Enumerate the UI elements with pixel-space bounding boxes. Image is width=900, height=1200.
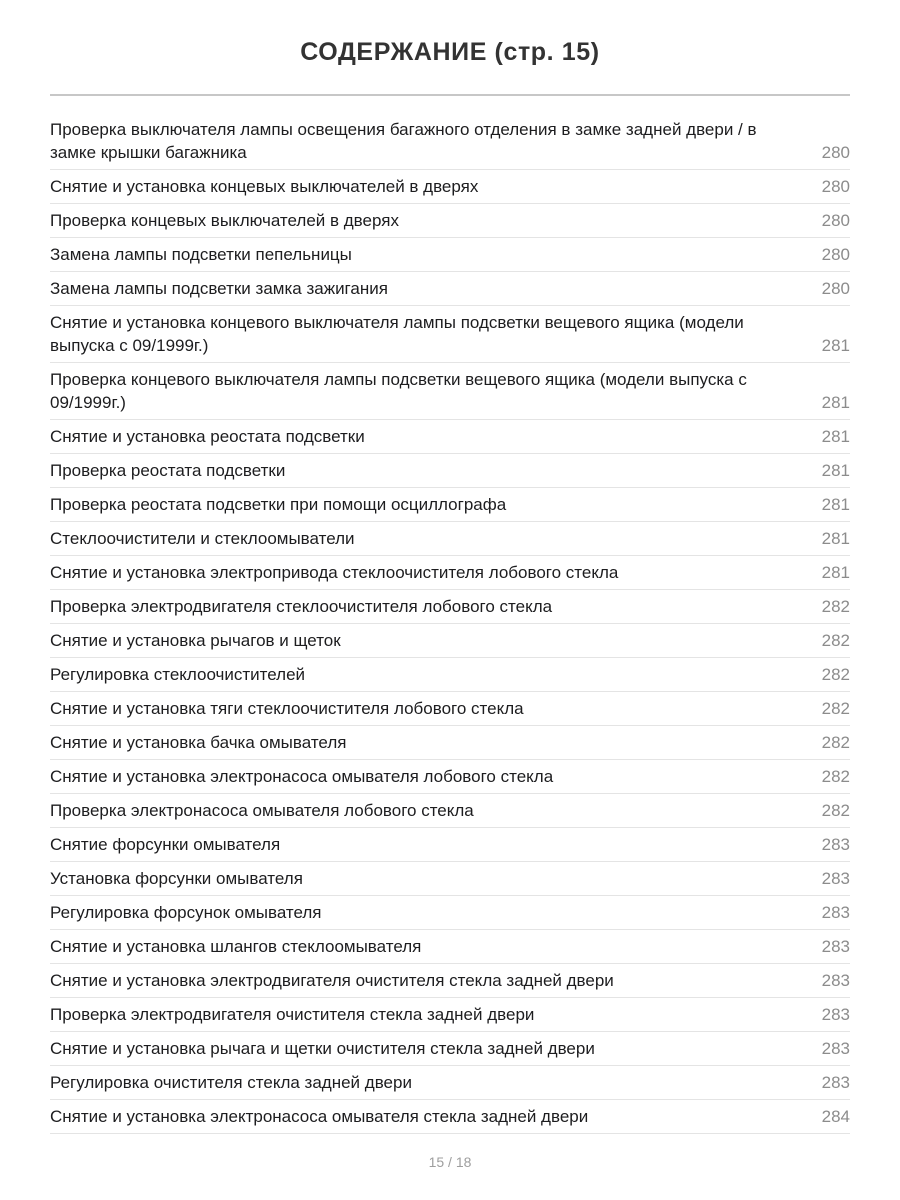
toc-entry-title: Снятие и установка тяги стеклоочистителя лобового стекла — [50, 699, 524, 718]
toc-entry-title: Проверка концевых выключателей в дверях — [50, 211, 399, 230]
toc-row — [50, 454, 850, 488]
toc-entry-page: 283 — [821, 1005, 850, 1024]
toc-row — [50, 306, 850, 363]
toc-entry-title: Проверка реостата подсветки — [50, 461, 286, 480]
toc-entry-title: Снятие и установка концевых выключателей в дверях — [50, 177, 479, 196]
toc-entry-title: Замена лампы подсветки пепельницы — [50, 245, 352, 264]
toc-row — [50, 862, 850, 896]
toc-entry-title: Снятие и установка электронасоса омывателя лобового стекла — [50, 767, 554, 786]
toc-entry-page: 280 — [821, 245, 850, 264]
toc-row — [50, 272, 850, 306]
toc-row — [50, 658, 850, 692]
toc-entry-page: 282 — [821, 665, 850, 684]
header-rule — [50, 94, 850, 96]
toc-entry-page: 283 — [821, 937, 850, 956]
toc-row — [50, 828, 850, 862]
toc-entry-title: Снятие и установка реостата подсветки — [50, 427, 365, 446]
toc-entry-title: Снятие и установка электродвигателя очистителя стекла задней двери — [50, 971, 614, 990]
toc-entry-title: Снятие и установка рычага и щетки очистителя стекла задней двери — [50, 1039, 595, 1058]
page-indicator: 15 / 18 — [428, 1154, 472, 1170]
toc-entry-page: 281 — [821, 461, 850, 480]
toc-entry-page: 283 — [821, 1039, 850, 1058]
toc-entry-page: 282 — [821, 733, 850, 752]
toc-row — [50, 420, 850, 454]
toc-row — [50, 522, 850, 556]
toc-entry-page: 283 — [821, 835, 850, 854]
toc-row — [50, 964, 850, 998]
toc-entry-title: Проверка выключателя лампы освещения багажного отделения в замке задней двери / в замке крышки багажника — [50, 120, 757, 162]
toc-row — [50, 590, 850, 624]
toc-entry-title: Снятие и установка электропривода стеклоочистителя лобового стекла — [50, 563, 619, 582]
toc-entry-page: 283 — [821, 869, 850, 888]
toc-row — [50, 794, 850, 828]
toc-entry-page: 281 — [821, 336, 850, 355]
toc-entry-page: 282 — [821, 767, 850, 786]
toc-row — [50, 556, 850, 590]
toc-entry-page: 281 — [821, 427, 850, 446]
toc-entry-title: Снятие форсунки омывателя — [50, 835, 281, 854]
toc-entry-title: Проверка реостата подсветки при помощи осциллографа — [50, 495, 507, 514]
toc-row — [50, 113, 850, 170]
toc-entry-title: Проверка концевого выключателя лампы подсветки вещевого ящика (модели выпуска с 09/1999г.) — [50, 370, 747, 412]
toc-entry-title: Регулировка стеклоочистителей — [50, 665, 306, 684]
page-title: СОДЕРЖАНИЕ (стр. 15) — [300, 38, 600, 66]
toc-entry-title: Проверка электродвигателя очистителя стекла задней двери — [50, 1005, 535, 1024]
toc-entry-title: Снятие и установка бачка омывателя — [50, 733, 347, 752]
toc-row — [50, 363, 850, 420]
toc-entry-page: 281 — [821, 529, 850, 548]
toc-entry-page: 281 — [821, 393, 850, 412]
toc-row — [50, 204, 850, 238]
toc-list — [50, 113, 850, 1134]
toc-entry-title: Снятие и установка концевого выключателя лампы подсветки вещевого ящика (модели выпуска с 09/1999г.) — [50, 313, 744, 355]
toc-entry-page: 282 — [821, 597, 850, 616]
toc-row — [50, 760, 850, 794]
toc-entry-page: 281 — [821, 563, 850, 582]
toc-entry-title: Регулировка форсунок омывателя — [50, 903, 322, 922]
toc-entry-title: Проверка электродвигателя стеклоочистителя лобового стекла — [50, 597, 553, 616]
toc-entry-page: 284 — [821, 1107, 850, 1126]
toc-row — [50, 624, 850, 658]
toc-entry-title: Установка форсунки омывателя — [50, 869, 303, 888]
toc-row — [50, 692, 850, 726]
toc-row — [50, 170, 850, 204]
toc-entry-title: Проверка электронасоса омывателя лобового стекла — [50, 801, 474, 820]
document-page — [50, 0, 850, 1170]
toc-entry-title: Снятие и установка шлангов стеклоомывателя — [50, 937, 422, 956]
toc-entry-page: 281 — [821, 495, 850, 514]
toc-entry-title: Снятие и установка рычагов и щеток — [50, 631, 341, 650]
toc-row — [50, 1066, 850, 1100]
toc-row — [50, 1100, 850, 1134]
toc-entry-title: Регулировка очистителя стекла задней двери — [50, 1073, 412, 1092]
toc-entry-title: Замена лампы подсветки замка зажигания — [50, 279, 388, 298]
toc-row — [50, 726, 850, 760]
toc-entry-page: 280 — [821, 211, 850, 230]
toc-row — [50, 998, 850, 1032]
toc-entry-page: 283 — [821, 1073, 850, 1092]
toc-entry-page: 280 — [821, 143, 850, 162]
toc-row — [50, 896, 850, 930]
toc-entry-title: Стеклоочистители и стеклоомыватели — [50, 529, 355, 548]
toc-row — [50, 488, 850, 522]
toc-row — [50, 930, 850, 964]
toc-row — [50, 1032, 850, 1066]
toc-entry-page: 282 — [821, 699, 850, 718]
toc-entry-page: 280 — [821, 177, 850, 196]
toc-row — [50, 238, 850, 272]
toc-entry-title: Снятие и установка электронасоса омывателя стекла задней двери — [50, 1107, 589, 1126]
toc-entry-page: 282 — [821, 631, 850, 650]
toc-entry-page: 280 — [821, 279, 850, 298]
toc-entry-page: 283 — [821, 903, 850, 922]
toc-entry-page: 282 — [821, 801, 850, 820]
toc-entry-page: 283 — [821, 971, 850, 990]
